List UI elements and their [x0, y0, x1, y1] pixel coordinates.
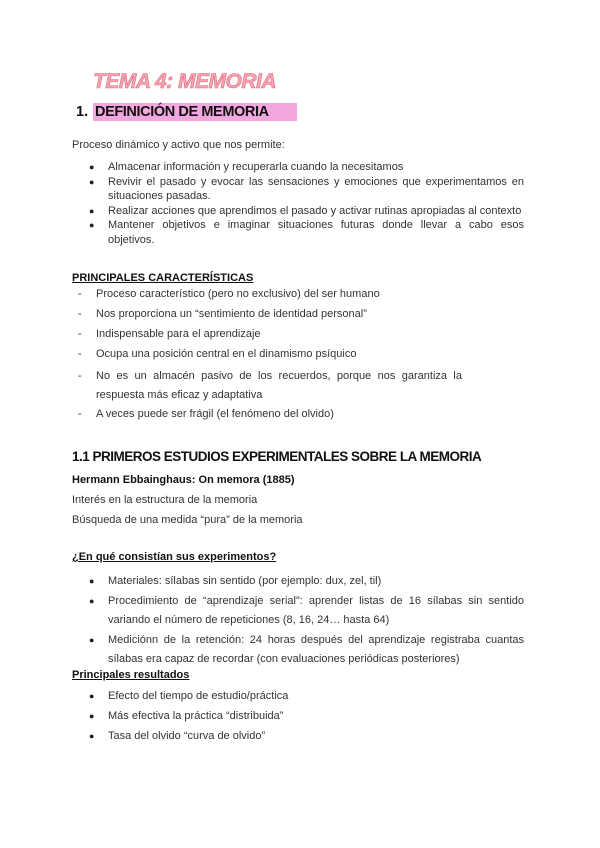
list-item: ● Materiales: sílabas sin sentido (por ejemplo: dux, zel, til) — [72, 572, 524, 592]
section-heading-definicion — [76, 103, 297, 121]
list-item: - Nos proporciona un “sentimiento de identidad personal” — [78, 308, 367, 320]
list-item: - Indispensable para el aprendizaje — [78, 328, 261, 340]
definition-bullet-list — [72, 160, 524, 248]
definition-intro: Proceso dinámico y activo que nos permite: — [72, 139, 285, 151]
bullet-icon: ● — [89, 205, 95, 216]
author-line: Hermann Ebbainghaus: On memora (1885) — [72, 474, 295, 486]
bullet-icon: ● — [89, 731, 95, 741]
bullet-icon: ● — [89, 220, 95, 231]
dash-icon: - — [78, 370, 82, 382]
subsection-heading-estudios: 1.1 PRIMEROS ESTUDIOS EXPERIMENTALES SOBRE LA MEMORIA — [72, 449, 482, 464]
bullet-icon: ● — [89, 711, 95, 721]
section-heading-text: DEFINICIÓN DE MEMORIA — [93, 103, 297, 121]
document-title: TEMA 4: MEMORIA — [93, 70, 277, 93]
bullet-icon: ● — [89, 162, 95, 172]
results-list — [72, 686, 524, 746]
list-item: ● Revivir el pasado y evocar las sensaciones y emociones que experimentamos en situaciones pasadas. — [89, 175, 524, 203]
list-item: ● Mediciónn de la retención: 24 horas después del aprendizaje registraba cuantas sílabas era capaz de recordar (con evaluaciones periódicas posteriores) — [72, 631, 524, 670]
list-item: - Ocupa una posición central en el dinamismo psíquico — [78, 348, 357, 360]
experiments-list — [72, 572, 524, 670]
list-item: ● Efecto del tiempo de estudio/práctica — [72, 686, 524, 706]
dash-icon: - — [78, 408, 82, 420]
list-item: ● Realizar acciones que aprendimos el pasado y activar rutinas apropiadas al contexto — [89, 204, 522, 217]
list-item: ● Tasa del olvido “curva de olvido” — [72, 726, 524, 746]
dash-icon: - — [78, 288, 82, 300]
text-line: Búsqueda de una medida “pura” de la memoria — [72, 514, 303, 526]
section-number: 1. — [76, 104, 89, 120]
list-item: - Proceso característico (pero no exclusivo) del ser humano — [78, 288, 380, 300]
list-item: - A veces puede ser frágil (el fenómeno del olvido) — [78, 408, 334, 420]
characteristics-heading: PRINCIPALES CARACTERÍSTICAS — [72, 272, 254, 284]
bullet-icon: ● — [89, 634, 95, 645]
characteristics-list — [72, 287, 462, 422]
dash-icon: - — [78, 308, 82, 320]
list-item: ● Mantener objetivos e imaginar situaciones futuras donde llevar a cabo esos objetivos. — [89, 219, 524, 246]
list-item: - No es un almacén pasivo de los recuerdos, porque nos garantiza la respuesta más eficaz y adaptativa — [72, 367, 462, 405]
list-item: ● Procedimiento de “aprendizaje serial”: aprender listas de 16 sílabas sin sentido variando el número de repeticiones (8, 16, 24… hasta 64) — [72, 592, 524, 631]
bullet-icon: ● — [89, 576, 95, 586]
bullet-icon: ● — [89, 595, 95, 606]
dash-icon: - — [78, 348, 82, 360]
dash-icon: - — [78, 328, 82, 340]
results-heading: Principales resultados — [72, 669, 190, 681]
experiments-heading: ¿En qué consistían sus experimentos? — [72, 551, 277, 563]
text-line: Interés en la estructura de la memoria — [72, 494, 258, 506]
list-item: ● Más efectiva la práctica “distribuida” — [72, 706, 524, 726]
list-item: ● Almacenar información y recuperarla cuando la necesitamos — [89, 161, 404, 173]
bullet-icon: ● — [89, 691, 95, 701]
bullet-icon: ● — [89, 176, 95, 187]
